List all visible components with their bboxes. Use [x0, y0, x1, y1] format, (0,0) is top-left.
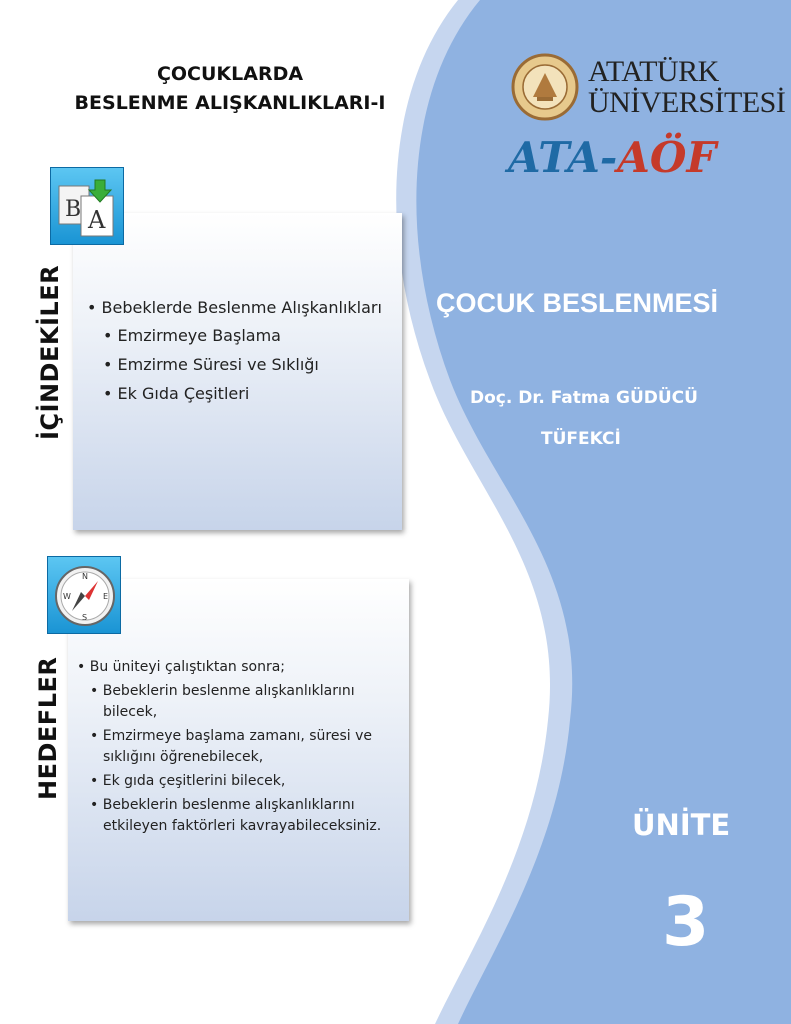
- university-name-line2: ÜNİVERSİTESİ: [588, 86, 786, 119]
- goals-item-text: Bebeklerin beslenme alışkanlıklarını etkileyen faktörleri kavrayabileceksiniz.: [102, 797, 382, 834]
- contents-item: • Emzirme Süresi ve Sıklığı: [103, 355, 319, 374]
- ata-aof-logo: [508, 133, 716, 182]
- author-name: Doç. Dr. Fatma GÜDÜCÜ: [470, 388, 698, 408]
- goals-item: • Ek gıda çeşitlerini bilecek,: [90, 773, 286, 789]
- svg-text:E: E: [103, 592, 109, 601]
- goals-intro: • Bu üniteyi çalıştıktan sonra;: [77, 659, 286, 675]
- unit-number: 3: [662, 883, 710, 962]
- goals-intro-text: Bu üniteyi çalıştıktan sonra;: [89, 659, 286, 675]
- contents-item-text: Ek Gıda Çeşitleri: [117, 384, 250, 403]
- goals-item: • Bebeklerin beslenme alışkanlıklarını bilecek,: [90, 683, 355, 720]
- book-title: ÇOCUK BESLENMESİ: [436, 288, 719, 318]
- contents-label: İÇİNDEKİLER: [36, 264, 64, 440]
- university-name: [588, 55, 786, 119]
- svg-text:N: N: [82, 572, 88, 581]
- svg-text:W: W: [63, 592, 71, 601]
- goals-item: • Bebeklerin beslenme alışkanlıklarını etkileyen faktörleri kavrayabileceksiniz.: [90, 797, 382, 834]
- goals-item: • Emzirmeye başlama zamanı, süresi ve sıklığını öğrenebilecek,: [90, 728, 373, 765]
- university-name-line1: ATATÜRK: [588, 55, 719, 88]
- svg-text:B: B: [65, 197, 82, 222]
- svg-text:A: A: [88, 206, 106, 234]
- contents-item: • Emzirmeye Başlama: [103, 326, 281, 345]
- author-surname: TÜFEKCİ: [541, 429, 621, 449]
- university-seal-icon: [511, 53, 579, 121]
- aof-logo-text: AÖF: [617, 133, 717, 182]
- goals-item-text: Bebeklerin beslenme alışkanlıklarını bilecek,: [102, 683, 355, 720]
- page-title-line1: ÇOCUKLARDA: [156, 63, 304, 85]
- goals-item-text: Ek gıda çeşitlerini bilecek,: [102, 773, 286, 789]
- contents-list: [87, 296, 387, 411]
- page-title-line2: BESLENME ALIŞKANLIKLARI-I: [74, 92, 386, 114]
- contents-item: • Ek Gıda Çeşitleri: [103, 384, 250, 403]
- compass-icon: [47, 556, 121, 634]
- contents-item-text: Bebeklerde Beslenme Alışkanlıkları: [101, 298, 382, 317]
- document-ab-icon: [50, 167, 124, 245]
- goals-item-text: Emzirmeye başlama zamanı, süresi ve sıklığını öğrenebilecek,: [102, 728, 373, 765]
- unit-label: ÜNİTE: [632, 808, 731, 842]
- svg-text:S: S: [82, 613, 88, 622]
- contents-item-text: Emzirme Süresi ve Sıklığı: [117, 355, 319, 374]
- contents-item-text: Emzirmeye Başlama: [117, 326, 281, 345]
- ata-logo-text: ATA-: [508, 133, 618, 182]
- page-title: [40, 60, 420, 118]
- goals-label: HEDEFLER: [34, 656, 62, 800]
- contents-item: • Bebeklerde Beslenme Alışkanlıkları: [87, 298, 382, 317]
- goals-list: [77, 657, 397, 840]
